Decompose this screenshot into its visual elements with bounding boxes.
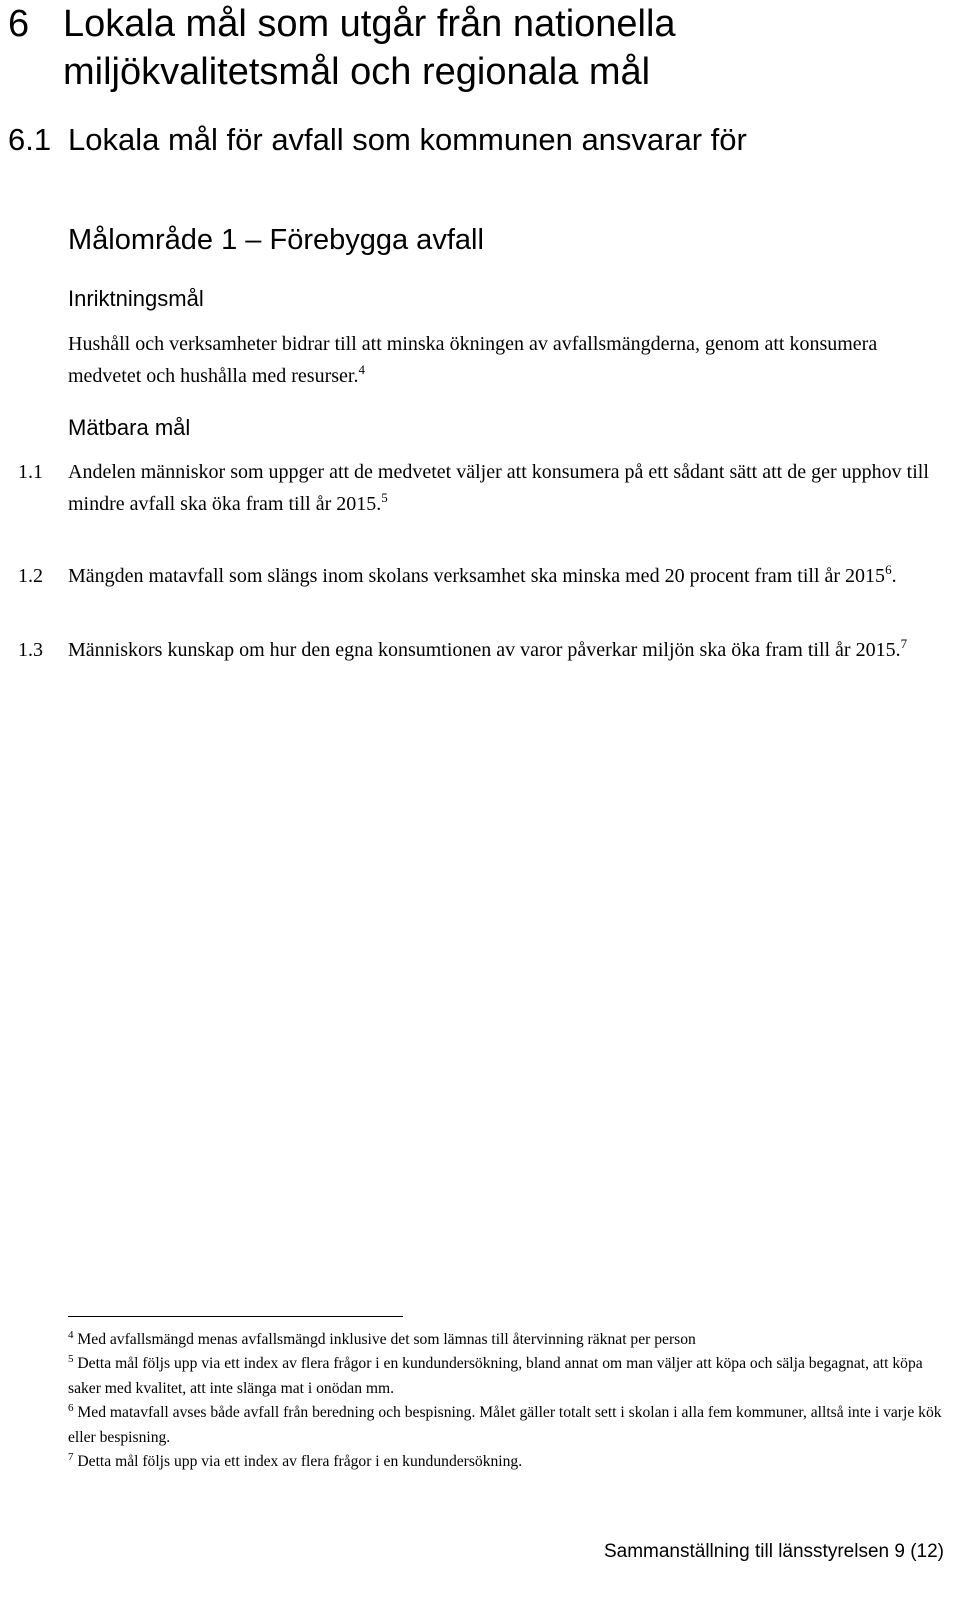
footnote-number: 5	[68, 1353, 74, 1366]
chapter-title-line-1: Lokala mål som utgår från nationella	[63, 3, 676, 45]
goal-text: Människors kunskap om hur den egna konsumtionen av varor påverkar miljön ska öka fram till år 2015.	[68, 639, 901, 661]
matbara-mal-heading: Mätbara mål	[68, 415, 191, 440]
inriktningsmal-heading: Inriktningsmål	[68, 286, 204, 311]
chapter-title-line-2: miljökvalitetsmål och regionala mål	[63, 51, 651, 93]
goal-text-suffix: .	[891, 565, 897, 587]
section-title: Lokala mål för avfall som kommunen ansvarar för	[68, 122, 747, 157]
footnote-text: Med matavfall avses både avfall från beredning och bespisning. Målet gäller totalt sett i skolan i alla fem kommuner, alltså inte i varje kök eller bespisning.	[68, 1404, 942, 1446]
footnote-ref-4: 4	[358, 362, 365, 377]
page-footer: Sammanställning till länsstyrelsen 9 (12)	[603, 1541, 944, 1562]
footnote-separator	[68, 1316, 403, 1317]
footnote-ref-5: 5	[381, 490, 388, 505]
footnote	[68, 1450, 948, 1474]
footnote	[68, 1328, 948, 1352]
footnote-text: Detta mål följs upp via ett index av flera frågor i en kundundersökning.	[77, 1453, 523, 1471]
footnote-text: Detta mål följs upp via ett index av flera frågor i en kundundersökning, bland annat om man väljer att köpa och sälja begagnat, att köpa saker med kvalitet, att inte slänga mat i onödan mm.	[68, 1355, 923, 1397]
footnote-number: 6	[68, 1402, 74, 1415]
inriktningsmal-text	[68, 328, 948, 392]
goal-number: 1.3	[18, 639, 43, 661]
footnote	[68, 1401, 948, 1450]
footnotes	[68, 1328, 948, 1474]
subsection-heading: Målområde 1 – Förebygga avfall	[68, 224, 484, 256]
footnote-number: 4	[68, 1329, 74, 1341]
footnote-ref-6: 6	[885, 562, 892, 577]
footnote-number: 7	[68, 1451, 74, 1464]
goal-number: 1.2	[18, 565, 43, 587]
inriktningsmal-body: Hushåll och verksamheter bidrar till att minska ökningen av avfallsmängderna, genom att konsumera medvetet och hushålla med resurser.	[68, 333, 878, 387]
footnote	[68, 1352, 948, 1401]
chapter-number: 6	[8, 3, 30, 45]
footnote-ref-7: 7	[900, 636, 908, 651]
goal-text: Mängden matavfall som slängs inom skolans verksamhet ska minska med 20 procent fram till år 2015	[68, 565, 886, 587]
goal-number: 1.1	[18, 461, 43, 483]
footnote-text: Med avfallsmängd menas avfallsmängd inklusive det som lämnas till återvinning räknat per person	[77, 1331, 696, 1348]
goal-text: Andelen människor som uppger att de medvetet väljer att konsumera på ett sådant sätt att de ger upphov till mindre avfall ska öka fram till år 2015.	[68, 461, 929, 515]
section-number: 6.1	[8, 122, 52, 157]
